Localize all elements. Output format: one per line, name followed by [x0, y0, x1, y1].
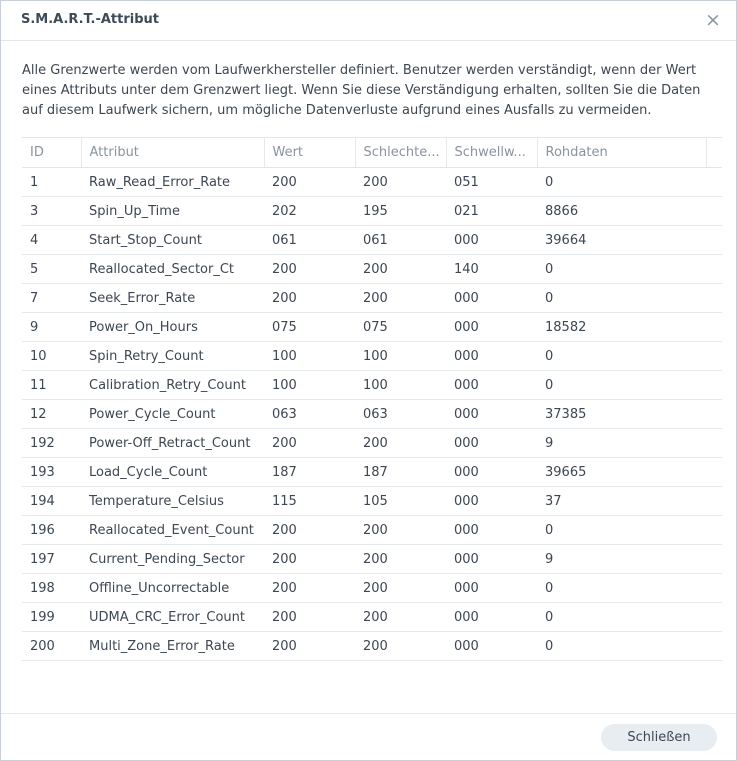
cell-threshold: 140	[446, 255, 537, 284]
cell-worst: 200	[355, 574, 446, 603]
column-header-raw-data[interactable]: Rohdaten	[537, 138, 706, 168]
cell-attribute: Calibration_Retry_Count	[81, 371, 264, 400]
cell-raw-data: 39664	[537, 226, 722, 255]
cell-attribute: Temperature_Celsius	[81, 487, 264, 516]
dialog-title: S.M.A.R.T.-Attribut	[21, 12, 159, 27]
cell-id: 11	[22, 371, 81, 400]
cell-worst: 063	[355, 400, 446, 429]
cell-value: 100	[264, 342, 355, 371]
cell-worst: 075	[355, 313, 446, 342]
cell-worst: 200	[355, 255, 446, 284]
cell-threshold: 000	[446, 574, 537, 603]
cell-id: 9	[22, 313, 81, 342]
cell-id: 12	[22, 400, 81, 429]
cell-attribute: Raw_Read_Error_Rate	[81, 168, 264, 197]
table-row[interactable]	[22, 168, 722, 197]
table-row[interactable]	[22, 458, 722, 487]
smart-attribute-table	[22, 137, 722, 661]
cell-threshold: 000	[446, 603, 537, 632]
table-header-row	[22, 138, 722, 168]
cell-threshold: 000	[446, 545, 537, 574]
table-row[interactable]	[22, 284, 722, 313]
dialog-titlebar	[1, 1, 736, 41]
cell-value: 063	[264, 400, 355, 429]
cell-attribute: UDMA_CRC_Error_Count	[81, 603, 264, 632]
table-row[interactable]	[22, 342, 722, 371]
cell-id: 5	[22, 255, 81, 284]
cell-value: 100	[264, 371, 355, 400]
cell-attribute: Load_Cycle_Count	[81, 458, 264, 487]
table-row[interactable]	[22, 371, 722, 400]
cell-value: 200	[264, 545, 355, 574]
cell-id: 197	[22, 545, 81, 574]
cell-id: 200	[22, 632, 81, 661]
close-button[interactable]: Schließen	[601, 724, 717, 751]
table-row[interactable]	[22, 313, 722, 342]
cell-threshold: 000	[446, 632, 537, 661]
cell-raw-data: 9	[537, 429, 722, 458]
cell-attribute: Spin_Up_Time	[81, 197, 264, 226]
cell-attribute: Reallocated_Sector_Ct	[81, 255, 264, 284]
cell-value: 200	[264, 168, 355, 197]
cell-id: 198	[22, 574, 81, 603]
dialog-description: Alle Grenzwerte werden vom Laufwerkhersteller definiert. Benutzer werden verständigt, wenn der Wert eines Attributs unter dem Grenzwert liegt. Wenn Sie diese Verständigung erhalten, sollten Sie die Daten auf diesem Laufwerk sichern, um mögliche Datenverluste aufgrund eines Ausfalls zu vermeiden.	[22, 63, 701, 118]
table-row[interactable]	[22, 226, 722, 255]
cell-value: 200	[264, 632, 355, 661]
cell-threshold: 000	[446, 400, 537, 429]
cell-raw-data: 9	[537, 545, 722, 574]
cell-worst: 100	[355, 371, 446, 400]
cell-threshold: 000	[446, 458, 537, 487]
cell-raw-data: 37385	[537, 400, 722, 429]
cell-raw-data: 39665	[537, 458, 722, 487]
dialog-footer	[1, 713, 736, 761]
cell-threshold: 000	[446, 226, 537, 255]
cell-attribute: Power_Cycle_Count	[81, 400, 264, 429]
column-header-threshold[interactable]: Schwellw...	[446, 138, 537, 168]
column-header-value[interactable]: Wert	[264, 138, 355, 168]
cell-attribute: Power_On_Hours	[81, 313, 264, 342]
cell-id: 194	[22, 487, 81, 516]
cell-attribute: Start_Stop_Count	[81, 226, 264, 255]
table-row[interactable]	[22, 632, 722, 661]
cell-attribute: Seek_Error_Rate	[81, 284, 264, 313]
cell-worst: 200	[355, 632, 446, 661]
cell-value: 075	[264, 313, 355, 342]
table-row[interactable]	[22, 516, 722, 545]
cell-attribute: Spin_Retry_Count	[81, 342, 264, 371]
cell-raw-data: 0	[537, 342, 722, 371]
cell-worst: 061	[355, 226, 446, 255]
cell-raw-data: 0	[537, 632, 722, 661]
cell-value: 202	[264, 197, 355, 226]
cell-worst: 100	[355, 342, 446, 371]
cell-worst: 200	[355, 516, 446, 545]
cell-attribute: Current_Pending_Sector	[81, 545, 264, 574]
cell-worst: 200	[355, 603, 446, 632]
cell-raw-data: 18582	[537, 313, 722, 342]
cell-threshold: 000	[446, 429, 537, 458]
cell-id: 192	[22, 429, 81, 458]
cell-threshold: 000	[446, 487, 537, 516]
cell-worst: 200	[355, 284, 446, 313]
cell-value: 200	[264, 574, 355, 603]
column-header-attribute[interactable]: Attribut	[81, 138, 264, 168]
table-row[interactable]	[22, 574, 722, 603]
table-row[interactable]	[22, 429, 722, 458]
table-row[interactable]	[22, 545, 722, 574]
cell-raw-data: 0	[537, 574, 722, 603]
cell-threshold: 000	[446, 342, 537, 371]
cell-worst: 200	[355, 545, 446, 574]
cell-worst: 200	[355, 168, 446, 197]
cell-id: 10	[22, 342, 81, 371]
cell-id: 3	[22, 197, 81, 226]
cell-threshold: 000	[446, 371, 537, 400]
cell-value: 187	[264, 458, 355, 487]
cell-worst: 105	[355, 487, 446, 516]
table-row[interactable]	[22, 197, 722, 226]
cell-id: 7	[22, 284, 81, 313]
cell-raw-data: 0	[537, 255, 722, 284]
cell-threshold: 051	[446, 168, 537, 197]
cell-value: 200	[264, 603, 355, 632]
cell-id: 199	[22, 603, 81, 632]
cell-value: 061	[264, 226, 355, 255]
cell-threshold: 000	[446, 313, 537, 342]
cell-value: 200	[264, 516, 355, 545]
cell-attribute: Reallocated_Event_Count	[81, 516, 264, 545]
cell-raw-data: 8866	[537, 197, 722, 226]
cell-worst: 200	[355, 429, 446, 458]
cell-attribute: Offline_Uncorrectable	[81, 574, 264, 603]
cell-threshold: 021	[446, 197, 537, 226]
cell-worst: 187	[355, 458, 446, 487]
cell-raw-data: 0	[537, 168, 722, 197]
table-body	[22, 168, 722, 661]
cell-id: 4	[22, 226, 81, 255]
table-row[interactable]	[22, 487, 722, 516]
column-header-id[interactable]: ID	[22, 138, 81, 168]
cell-raw-data: 0	[537, 516, 722, 545]
cell-raw-data: 37	[537, 487, 722, 516]
cell-value: 115	[264, 487, 355, 516]
cell-id: 193	[22, 458, 81, 487]
cell-worst: 195	[355, 197, 446, 226]
column-header-filler	[706, 138, 722, 168]
table-row[interactable]	[22, 255, 722, 284]
cell-value: 200	[264, 284, 355, 313]
cell-id: 1	[22, 168, 81, 197]
cell-attribute: Multi_Zone_Error_Rate	[81, 632, 264, 661]
cell-threshold: 000	[446, 284, 537, 313]
table-row[interactable]	[22, 400, 722, 429]
cell-attribute: Power-Off_Retract_Count	[81, 429, 264, 458]
table-row[interactable]	[22, 603, 722, 632]
close-icon[interactable]: ×	[705, 9, 721, 31]
cell-id: 196	[22, 516, 81, 545]
cell-value: 200	[264, 429, 355, 458]
cell-raw-data: 0	[537, 603, 722, 632]
cell-threshold: 000	[446, 516, 537, 545]
cell-value: 200	[264, 255, 355, 284]
cell-raw-data: 0	[537, 371, 722, 400]
column-header-worst[interactable]: Schlechte...	[355, 138, 446, 168]
cell-raw-data: 0	[537, 284, 722, 313]
